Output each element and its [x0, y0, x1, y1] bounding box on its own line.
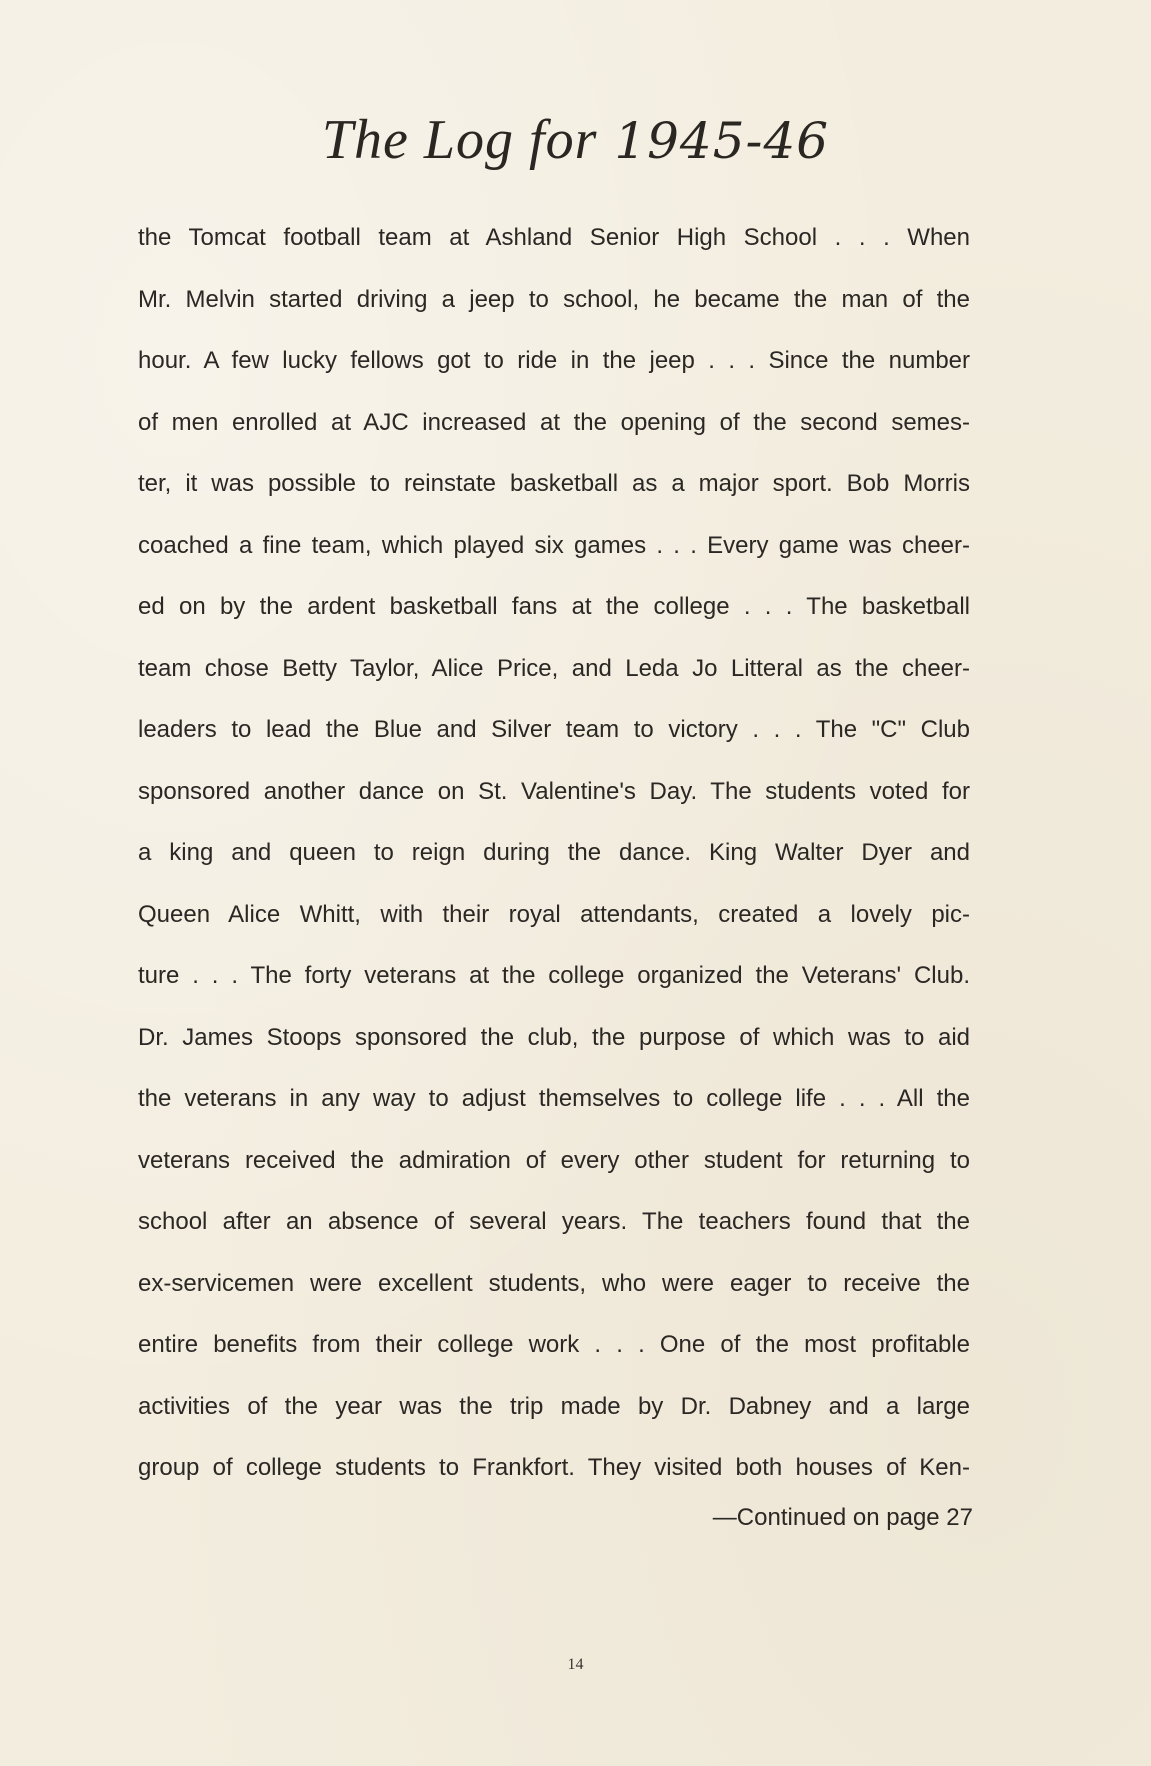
- text-line: ter, it was possible to reinstate basketball as a major sport. Bob Morris: [138, 470, 970, 497]
- text-line: sponsored another dance on St. Valentine's Day. The students voted for: [138, 777, 970, 805]
- text-line: team chose Betty Taylor, Alice Price, and Leda Jo Litteral as the cheer-: [138, 654, 970, 682]
- text-line: the Tomcat football team at Ashland Senior High School . . . When: [138, 224, 970, 251]
- body-text: [138, 216, 970, 1508]
- text-line: ture . . . The forty veterans at the college organized the Veterans' Club.: [138, 962, 970, 989]
- text-line: coached a fine team, which played six games . . . Every game was cheer-: [138, 531, 970, 559]
- title-years: 1945-46: [614, 112, 830, 170]
- text-line: ed on by the ardent basketball fans at the college . . . The basketball: [138, 593, 970, 620]
- text-line: Dr. James Stoops sponsored the club, the purpose of which was to aid: [138, 1023, 970, 1051]
- text-line: the veterans in any way to adjust themselves to college life . . . All the: [138, 1085, 970, 1112]
- text-line: activities of the year was the trip made by Dr. Dabney and a large: [138, 1392, 970, 1420]
- page-number: 14: [567, 1656, 584, 1673]
- text-line: Queen Alice Whitt, with their royal attendants, created a lovely pic-: [138, 900, 970, 928]
- text-line: school after an absence of several years. The teachers found that the: [138, 1208, 970, 1235]
- title-script: The Log for: [321, 109, 598, 171]
- text-line: group of college students to Frankfort. They visited both houses of Ken-: [138, 1454, 970, 1481]
- continued-note: —Continued on page 27: [712, 1504, 973, 1531]
- page-title: [0, 108, 1151, 172]
- text-line: entire benefits from their college work . . . One of the most profitable: [138, 1331, 970, 1358]
- text-line: leaders to lead the Blue and Silver team to victory . . . The "C" Club: [138, 716, 970, 743]
- text-line: of men enrolled at AJC increased at the opening of the second semes-: [138, 408, 970, 436]
- text-line: veterans received the admiration of every other student for returning to: [138, 1146, 970, 1174]
- text-line: hour. A few lucky fellows got to ride in the jeep . . . Since the number: [138, 347, 970, 374]
- text-line: ex-servicemen were excellent students, who were eager to receive the: [138, 1269, 970, 1297]
- text-line: Mr. Melvin started driving a jeep to school, he became the man of the: [138, 285, 970, 313]
- text-line: a king and queen to reign during the dance. King Walter Dyer and: [138, 839, 970, 866]
